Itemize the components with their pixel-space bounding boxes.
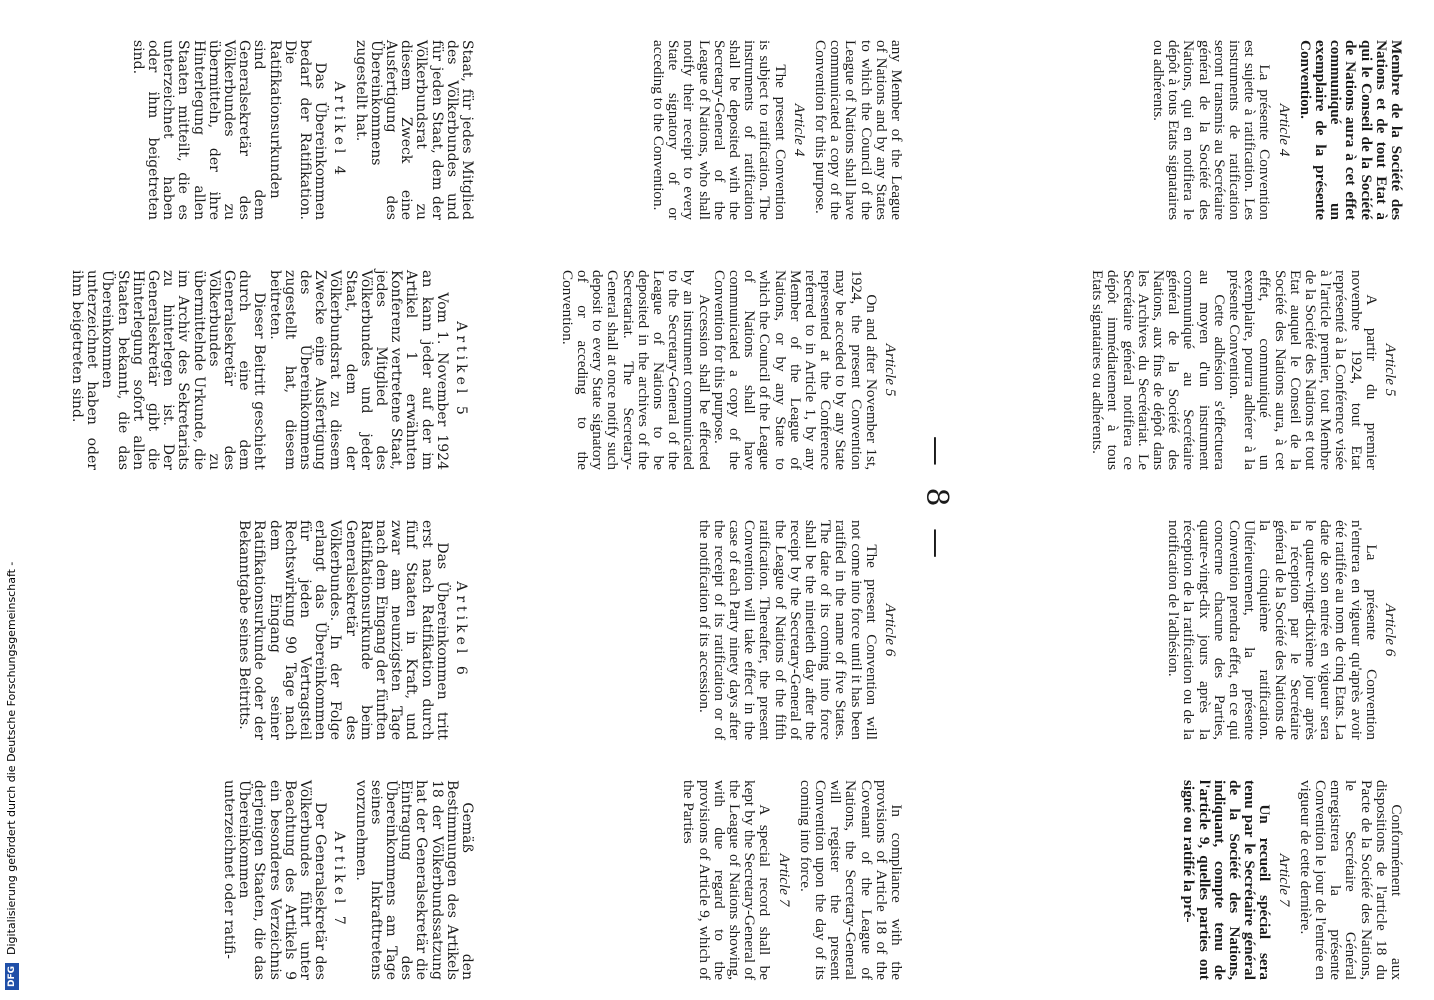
- english-col-3: [696, 520, 904, 740]
- french-art6-text1: La présente Convention n'entrera en vigueur qu'après avoir été ratifiée au nom de cinq Etats. La date de son entrée en vigueur sera le quatre-vingt-dixième jour après la réception par le Secrétaire général de la Société des Nations de la cinquième ratification. Ultérieurement, la présente Convention prendra effet, en ce qui concerne chacune des Parties, quatre-vingt-dix jours après la réception de la ratification ou de la notification de l'adhésion.: [1165, 520, 1380, 740]
- german-art4-text: Das Übereinkommen bedarf der Ratifikation. Die Ratifikationsurkunden sind dem Generalsekretär des Völkerbundes zu übermitteln, der ihre Hinterlegung allen Staaten mitteilt, die es unterzeichnet haben oder ihm beigetreten sind.: [129, 40, 329, 220]
- german-art6-heading: Artikel 6: [453, 581, 469, 679]
- french-art6-heading: Article 6: [1382, 603, 1399, 657]
- digitization-footer: [0, 0, 22, 1000]
- german-art5-text1: Vom 1. November 1924 an kann jeder auf der im Artikel 1 erwähnten Konferenz vertretene Staat, jedes Mitglied des Völkerbundes und jeder Staat, dem der Völkerbundsrat zu diesem Zwecke eine Ausfertigung des Übereinkommens zugestellt hat, diesem beitreten.: [266, 270, 450, 470]
- page-number: — 8 —: [919, 435, 954, 565]
- english-art5-text1: On and after November 1st, 1924, the present Convention may be acceded to by any State represented at the Conference referred to in Article 1, by any Member of the League of Nations, or by any State to which the Council of the League of Nations shall have communicated a copy of the Convention for this purpose.: [710, 270, 880, 470]
- french-col-1: [1151, 40, 1404, 220]
- german-art4-heading: Artikel 4: [331, 81, 348, 179]
- german-art6-text2: Gemäß den Bestimmungen des Artikels 18 der Völkerbundssatzung hat der Generalsekretär die Eintragung des Übereinkommens am Tage seines Inkrafttretens vorzunehmen.: [352, 780, 475, 980]
- english-col-1: [651, 40, 904, 220]
- german-col-3: [236, 520, 474, 740]
- german-art7-text: Der Generalsekretär des Völkerbundes führt unter Beachtung des Artikels 9 ein besonderes Verzeichnis derjenigen Staaten, die das Übereinkommen unterzeichnet oder ratifi-: [220, 780, 329, 980]
- dfg-logo-icon: DFG: [5, 963, 19, 990]
- french-art4-heading: Article 4: [1275, 103, 1293, 157]
- english-art6-text2: In compliance with the provisions of Article 18 of the Covenant of the League of Nations, the Secretary-General will register the present Convention upon the day of its coming into force.: [796, 780, 905, 980]
- english-col-2: [560, 270, 904, 470]
- english-art5-text2: Accession shall be effected by an instrument communicated to the Secretary-General of the League of Nations to be deposited in the archives of the Secretariat. The Secretary-General shall at once notify such deposit to every State signatory of or acceding to the Convention.: [558, 270, 713, 470]
- english-section: [484, 0, 904, 1000]
- french-art5-heading: Article 5: [1382, 343, 1399, 397]
- french-col-4: [1181, 780, 1404, 980]
- french-art4-text: La présente Convention est sujette à ratification. Les instruments de ratification seront transmis au Secrétaire général de la Société des Nations, qui en notifiera le dépôt à tous Etats signataires ou adhérents.: [1149, 40, 1274, 220]
- english-art7-heading: Article 7: [775, 853, 793, 907]
- footer-line: [2, 10, 22, 990]
- french-intro: Membre de la Société des Nations et de tout Etat à qui le Conseil de la Société de Nations aura à cet effet communiqué un exemplaire de la présente Convention.: [1296, 40, 1405, 220]
- french-col-3: [1166, 520, 1404, 740]
- english-art4-heading: Article 4: [790, 103, 808, 157]
- english-art4-text: The present Convention is subject to ratification. The instruments of ratification shall be deposited with the Secretary-General of the League of Nations, who shall notify their receipt to every State signatory of or acceding to the Convention.: [649, 40, 789, 220]
- german-art5-text2: Dieser Beitritt geschieht durch eine dem Generalsekretär des Völkerbundes zu übermittelnde Urkunde, die im Archiv des Sekretariats zu hinterlegen ist. Der Generalsekretär gibt die Hinterlegung sofort allen Staaten bekannt, die das Übereinkommen unterzeichnet haben oder ihm beigetreten sind.: [68, 270, 268, 470]
- german-art7-heading: Artikel 7: [331, 831, 348, 929]
- german-col-1: [130, 40, 474, 220]
- french-art5-text1: A partir du premier novembre 1924, tout Etat représenté à la Conférence visée à l'article premier, tout Membre de la Société des Nations et tout Etat auquel le Conseil de la Société des Nations aura, à cet effet, communiqué un exemplaire, pourra adhérer à la présente Convention.: [1225, 270, 1380, 470]
- english-art6-heading: Article 6: [882, 603, 899, 657]
- french-col-2: [1090, 270, 1404, 470]
- french-art5-text2: Cette adhésion s'effectuera au moyen d'un instrument communiqué au Secrétaire général de la Société des Nations, aux fins de dépôt dans les Archives du Secrétariat. Le Secrétaire général notifiera ce dépôt immédiatement à tous Etats signataires ou adhérents.: [1089, 270, 1228, 470]
- german-col-2: [69, 270, 474, 470]
- english-art5-heading: Article 5: [882, 343, 899, 397]
- english-intro: any Member of the League of Nations and by any States to which the Council of the League of Nations shall have communicated a copy of the Convention for this purpose.: [811, 40, 905, 220]
- french-art7-heading: Article 7: [1275, 853, 1293, 907]
- french-section: [964, 0, 1404, 1000]
- french-art7-text: Un recueil spécial sera tenu par le Secrétaire général de la Société des Nations, indiquant, compte tenu de l'article 9, quelles parties ont signé ou ratifié la pré-: [1180, 780, 1274, 980]
- footer-credit-text: Digitalisierung gefördert durch die Deutsche Forschungsgemeinschaft -: [5, 561, 18, 955]
- german-art6-text1: Das Übereinkommen tritt erst nach Ratifikation durch fünf Staaten in Kraft, und zwar am neunzigsten Tage nach dem Eingang der fünften Ratifikationsurkunde beim Generalsekretär des Völkerbundes. In der Folge erlangt das Übereinkommen für jeden Vertragsteil Rechtswirkung 90 Tage nach dem Eingang seiner Ratifikationsurkunde oder der Bekanntgabe seines Beitritts.: [236, 520, 450, 740]
- french-art6-text2: Conformément aux dispositions de l'article 18 du Pacte de la Société des Nations, le Secrétaire Général enregistrera la présente Convention le jour de l'entrée en vigueur de cette dernière.: [1296, 780, 1405, 980]
- english-col-4: [681, 780, 904, 980]
- german-col-4: [221, 780, 474, 980]
- german-section: [34, 0, 474, 1000]
- german-intro: Staat, für jedes Mitglied des Völkerbundes und für jeden Staat, dem der Völkerbundsrat zu diesem Zweck eine Ausfertigung des Übereinkommens zugestellt hat.: [352, 40, 475, 220]
- english-art7-text: A special record shall be kept by the Secretary-General of the League of Nations showing, with due regard to the provisions of Article 9, which of the Parties: [680, 780, 774, 980]
- english-art6-text1: The present Convention will not come into force until it has been ratified in the name of five States. The date of its coming into force shall be the ninetieth day after the receipt by the Secretary-General of the League of Nations of the fifth ratification. Thereafter, the present Convention will take effect in the case of each Party ninety days after the receipt of its ratification or of the notification of its accession.: [695, 520, 880, 740]
- german-art5-heading: Artikel 5: [453, 321, 469, 419]
